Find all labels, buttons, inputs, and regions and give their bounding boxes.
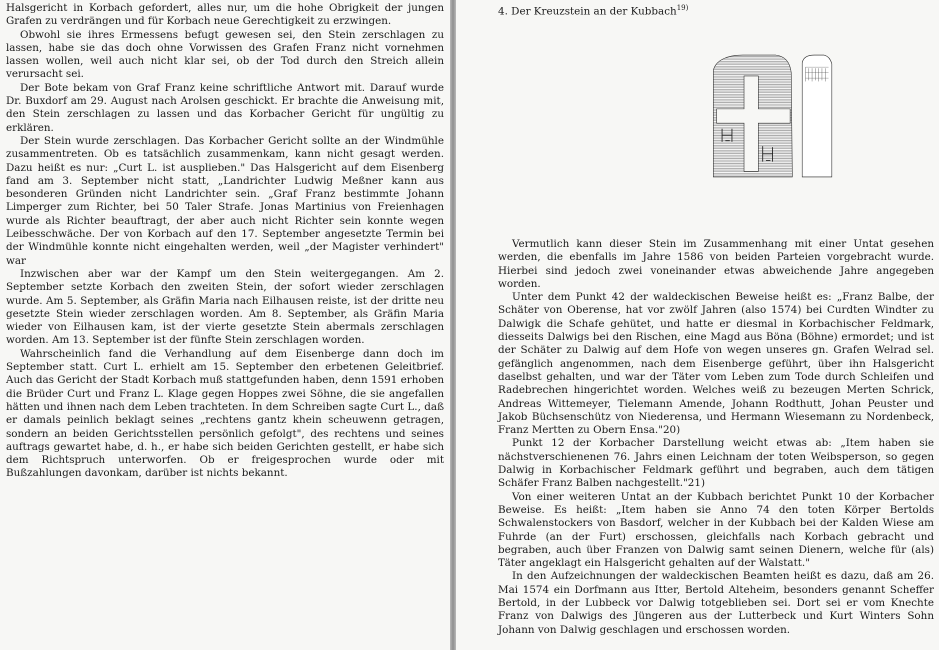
paragraph: Von einer weiteren Untat an der Kubbach berichtet Punkt 10 der Korbacher Beweise. Es heißt: „Item haben sie Anno 74 den toten Körper Bertolds Schwalenstockers von Basdorf, welcher in der Kubbach bei der Kalden Wiese am Fuhrde (an der Furt) erschossen, gleichfalls nach Korbach gebracht und begraben, auch über Franzen von Dalwig samt seinen Dienern, welche für (als) Täter angeklagt ein Halsgericht gehalten auf der Walstatt.": [498, 490, 934, 570]
paragraph: Wahrscheinlich fand die Verhandlung auf dem Eisenberge dann doch im September statt. Curt L. erhielt am 15. September den erbetenen Geleitbrief. Auch das Gericht der Stadt Korbach muß stattgefunden haben, denn 1591 erhoben die Brüder Curt und Franz L. Klage gegen Hoppes zwei Söhne, die sie angefallen hätten und ihnen nach dem Leben trachteten. In dem Schreiben sagte Curt L., daß er damals peinlich beklagt seines „rechtens gantz khein scheuwenn getragen, sondern an beiden Gerichtsstellen persönlich gefolgt", des rechtens und seines auftrags gewartet habe, d. h., er habe sich beiden Gerichten gestellt, er habe sich dem Richtspruch unterworfen. Ob er freigesprochen wurde oder mit Bußzahlungen davonkam, darüber ist nichts bekannt.: [6, 347, 444, 480]
paragraph: Der Stein wurde zerschlagen. Das Korbacher Gericht sollte an der Windmühle zusammentreten. Ob es tatsächlich zusammenkam, kann nicht gesagt werden. Dazu heißt es nur: „Curt L. ist ausplieben." Das Halsgericht auf dem Eisenberg fand am 3. September nicht statt, „Landrichter Ludwig Meßner kann aus besonderen Gründen nicht Landrichter sein. „Graf Franz bestimmte Johann Limperger zum Richter, bei 50 Taler Strafe. Jonas Martinius von Freienhagen wurde als Richter beauftragt, der aber auch nicht Richter sein konnte wegen Leibesschwäche. Der von Korbach auf den 17. September angesetzte Termin bei der Windmühle konnte nicht eingehalten werden, weil „der Magister verhindert" war: [6, 134, 444, 267]
figure-title: 4. Der Kreuzstein an der Kubbach: [498, 5, 677, 18]
paragraph: Obwohl sie ihres Ermessens befugt gewesen sei, den Stein zerschlagen zu lassen, habe sie das doch ohne Vorwissen des Grafen Franz nicht vornehmen lassen wollen, weil auch nicht klar sei, ob der Tod durch den Streich allein verursacht sei.: [6, 28, 444, 81]
paragraph: Vermutlich kann dieser Stein im Zusammenhang mit einer Untat gesehen werden, die ebenfalls im Jahre 1586 von beiden Parteien vorgebracht wurde. Hierbei sind jedoch zwei voneinander etwas abweichende Jahre angegeben worden.: [498, 238, 934, 290]
stone-side-view: [802, 55, 832, 177]
right-column-text: [498, 238, 934, 637]
paragraph: Inzwischen aber war der Kampf um den Stein weitergegangen. Am 2. September setzte Korbach den zweiten Stein, der sofort wieder zerschlagen wurde. Am 5. September, als Gräfin Maria nach Eilhausen reiste, ist der dritte neu gesetzte Stein wieder zerschlagen worden. Am 8. September, als Gräfin Maria wieder von Eilhausen kam, ist der vierte gesetzte Stein abermals zerschlagen worden. Am 13. September ist der fünfte Stein zerschlagen worden.: [6, 267, 444, 347]
stone-front-view: [713, 55, 792, 177]
footnote-marker: 19): [676, 4, 689, 12]
paragraph: In den Aufzeichnungen der waldeckischen Beamten heißt es dazu, daß am 26. Mai 1574 ein Dorfmann aus Itter, Bertold Alteheim, besonders genannt Scheffer Bertold, in der Lubbeck vor Dalwig totgeblieben sei. Dort sei er vom Knechte Franz von Dalwigs des Jüngeren aus der Lutterbeck und Kurt Winters Sohn Johann von Dalwig geschlagen und erschossen worden.: [498, 570, 934, 636]
paragraph: Halsgericht in Korbach gefordert, alles nur, um die hohe Obrigkeit der jungen Grafen zu verdrängen und für Korbach neue Gerechtigkeit zu erzwingen.: [6, 2, 444, 28]
paragraph: Unter dem Punkt 42 der waldeckischen Beweise heißt es: „Franz Balbe, der Schäter von Oberense, hat vor zwölf Jahren (also 1574) bei Curdten Windter zu Dalwigk die Schafe gehütet, und hatte er diesmal in Korbachischer Feldmark, diesseits Dalwigs bei den Rischen, eine Magd aus Böna (Böhne) ermordet; und ist der Schäter zu Dalwig auf dem Hofe von wegen unseres gn. Grafen Welrad sel. gefänglich angenommen, nach dem Eisenberge geführt, über ihn Halsgericht daselbst gehalten, und war der Täter vom Leben zum Tode durch Schleifen und Radebrechen hingerichtet worden. Welches weiß zu bezeugen Merten Schrick, Andreas Wittemeyer, Tielemann Amende, Johann Rodthutt, Johan Peuster und Jakob Büchsenschütz von Niederensa, und Hermann Wiesemann zu Nordenbeck, Franz Mertten zu Obern Ensa."20): [498, 291, 934, 437]
left-column-text: [6, 2, 444, 481]
paragraph: Punkt 12 der Korbacher Darstellung weicht etwas ab: „Item haben sie nächstverschienenen 76. Jahrs einen Leichnam der toten Weibsperson, so gegen Dalwig in Korbachischer Feldmark geführt und begraben, auch dem tätigen Schäfer Franz Balben nachgestellt."21): [498, 437, 934, 490]
left-page: [0, 0, 450, 650]
figure-caption: [498, 2, 688, 18]
paragraph: Der Bote bekam von Graf Franz keine schriftliche Antwort mit. Darauf wurde Dr. Buxdorf am 29. August nach Arolsen geschickt. Er brachte die Anweisung mit, den Stein zerschlagen zu lassen und das Korbacher Gericht für ungültig zu erklären.: [6, 81, 444, 134]
cross-stone-illustration: [710, 4, 935, 228]
